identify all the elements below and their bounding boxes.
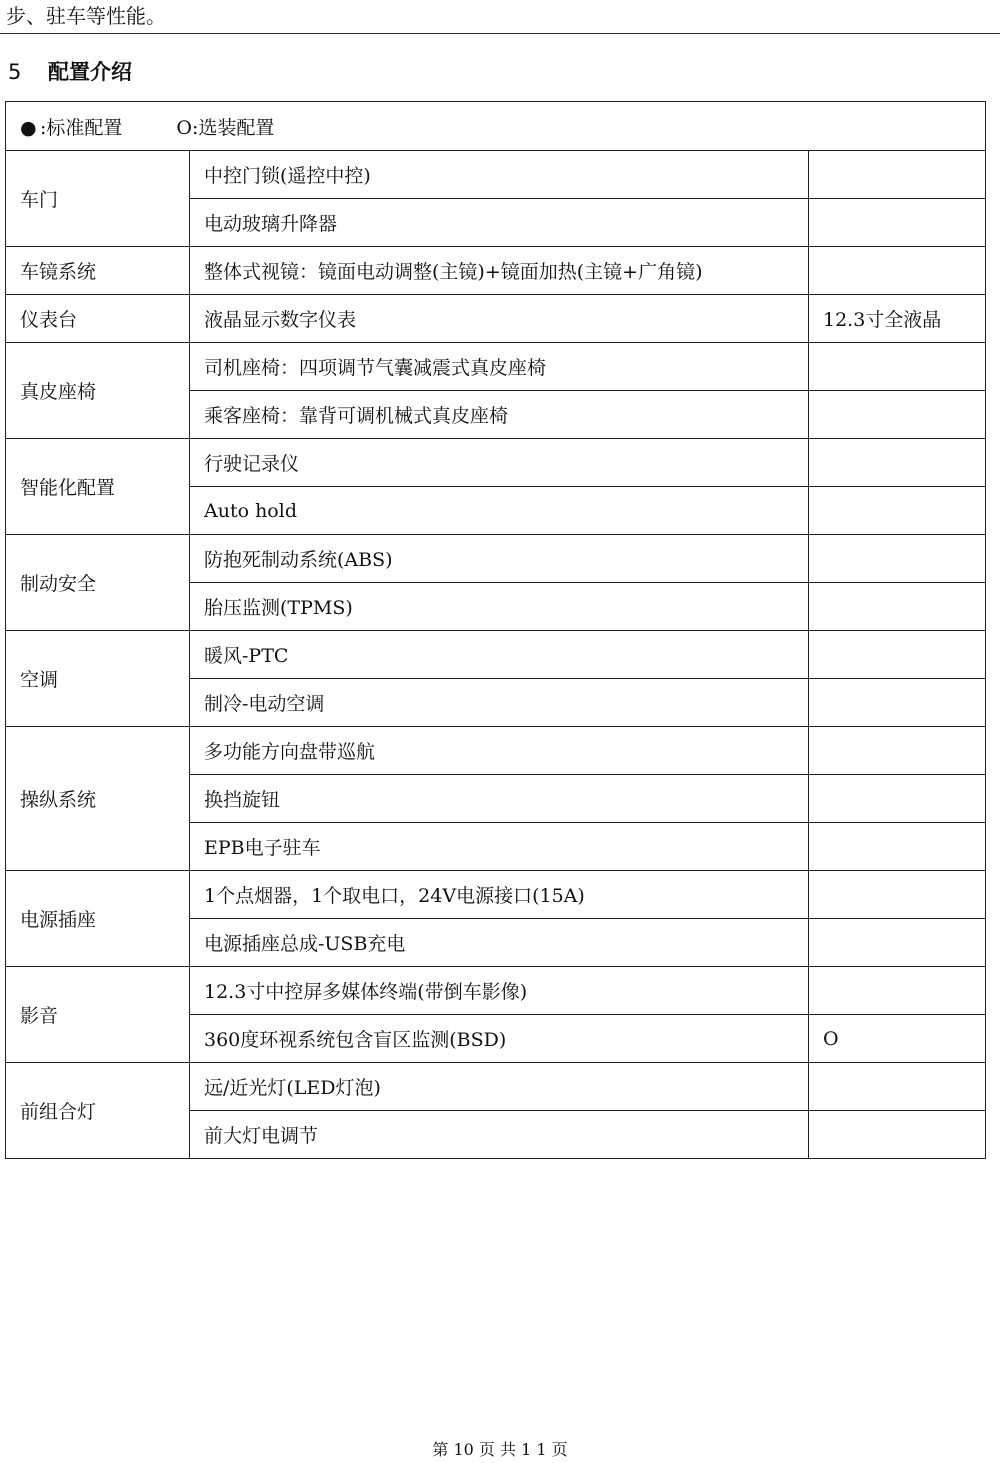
feature-cell: 前大灯电调节: [190, 1111, 809, 1159]
configuration-table: [5, 101, 986, 1159]
value-cell: [809, 871, 986, 919]
feature-cell: 中控门锁(遥控中控): [190, 151, 809, 199]
table-row: [6, 535, 986, 583]
value-cell: [809, 535, 986, 583]
section-heading: [8, 58, 132, 86]
feature-cell: 防抱死制动系统(ABS): [190, 535, 809, 583]
feature-cell: 暖风-PTC: [190, 631, 809, 679]
value-cell: [809, 775, 986, 823]
category-cell: 影音: [6, 967, 190, 1063]
section-title: 配置介绍: [48, 60, 132, 84]
feature-cell: 胎压监测(TPMS): [190, 583, 809, 631]
table-row: [6, 343, 986, 391]
feature-cell: 液晶显示数字仪表: [190, 295, 809, 343]
feature-cell: 行驶记录仪: [190, 439, 809, 487]
category-cell: 车镜系统: [6, 247, 190, 295]
category-cell: 电源插座: [6, 871, 190, 967]
feature-cell: 换挡旋钮: [190, 775, 809, 823]
value-cell: [809, 151, 986, 199]
feature-cell: 360度环视系统包含盲区监测(BSD): [190, 1015, 809, 1063]
header-rule: [0, 33, 1000, 34]
category-cell: 空调: [6, 631, 190, 727]
feature-cell: 司机座椅：四项调节气囊减震式真皮座椅: [190, 343, 809, 391]
table-row: [6, 871, 986, 919]
value-cell: [809, 727, 986, 775]
value-cell: [809, 439, 986, 487]
feature-cell: 多功能方向盘带巡航: [190, 727, 809, 775]
category-cell: 操纵系统: [6, 727, 190, 871]
category-cell: 真皮座椅: [6, 343, 190, 439]
table-row: [6, 439, 986, 487]
value-cell: [809, 1111, 986, 1159]
value-cell: [809, 919, 986, 967]
table-row: [6, 151, 986, 199]
feature-cell: 电源插座总成-USB充电: [190, 919, 809, 967]
category-cell: 前组合灯: [6, 1063, 190, 1159]
value-cell: [809, 199, 986, 247]
feature-cell: 远/近光灯(LED灯泡): [190, 1063, 809, 1111]
table-row: [6, 727, 986, 775]
category-cell: 制动安全: [6, 535, 190, 631]
table-row: [6, 631, 986, 679]
intro-fragment: 步、驻车等性能。: [6, 4, 166, 28]
legend-cell: [6, 102, 986, 151]
category-cell: 智能化配置: [6, 439, 190, 535]
feature-cell: 整体式视镜：镜面电动调整(主镜)+镜面加热(主镜+广角镜): [190, 247, 809, 295]
feature-cell: 电动玻璃升降器: [190, 199, 809, 247]
value-cell: O: [809, 1015, 986, 1063]
value-cell: [809, 967, 986, 1015]
optional-label: O:选装配置: [176, 116, 275, 139]
value-cell: [809, 247, 986, 295]
value-cell: 12.3寸全液晶: [809, 295, 986, 343]
table-row: [6, 295, 986, 343]
value-cell: [809, 631, 986, 679]
table-row: [6, 1063, 986, 1111]
value-cell: [809, 679, 986, 727]
table-row: [6, 967, 986, 1015]
category-cell: 车门: [6, 151, 190, 247]
feature-cell: 1个点烟器，1个取电口，24V电源接口(15A): [190, 871, 809, 919]
value-cell: [809, 583, 986, 631]
configuration-table-body: [6, 102, 986, 1159]
value-cell: [809, 487, 986, 535]
value-cell: [809, 1063, 986, 1111]
table-row: [6, 247, 986, 295]
page-footer: 第 10 页 共 1 1 页: [432, 1440, 568, 1459]
feature-cell: 制冷-电动空调: [190, 679, 809, 727]
category-cell: 仪表台: [6, 295, 190, 343]
legend-row: [6, 102, 986, 151]
feature-cell: 12.3寸中控屏多媒体终端(带倒车影像): [190, 967, 809, 1015]
section-number: 5: [8, 60, 22, 84]
value-cell: [809, 391, 986, 439]
feature-cell: Auto hold: [190, 487, 809, 535]
feature-cell: 乘客座椅：靠背可调机械式真皮座椅: [190, 391, 809, 439]
value-cell: [809, 823, 986, 871]
feature-cell: EPB电子驻车: [190, 823, 809, 871]
standard-bullet-icon: ●: [20, 116, 37, 139]
value-cell: [809, 343, 986, 391]
standard-label: :标准配置: [40, 116, 123, 139]
